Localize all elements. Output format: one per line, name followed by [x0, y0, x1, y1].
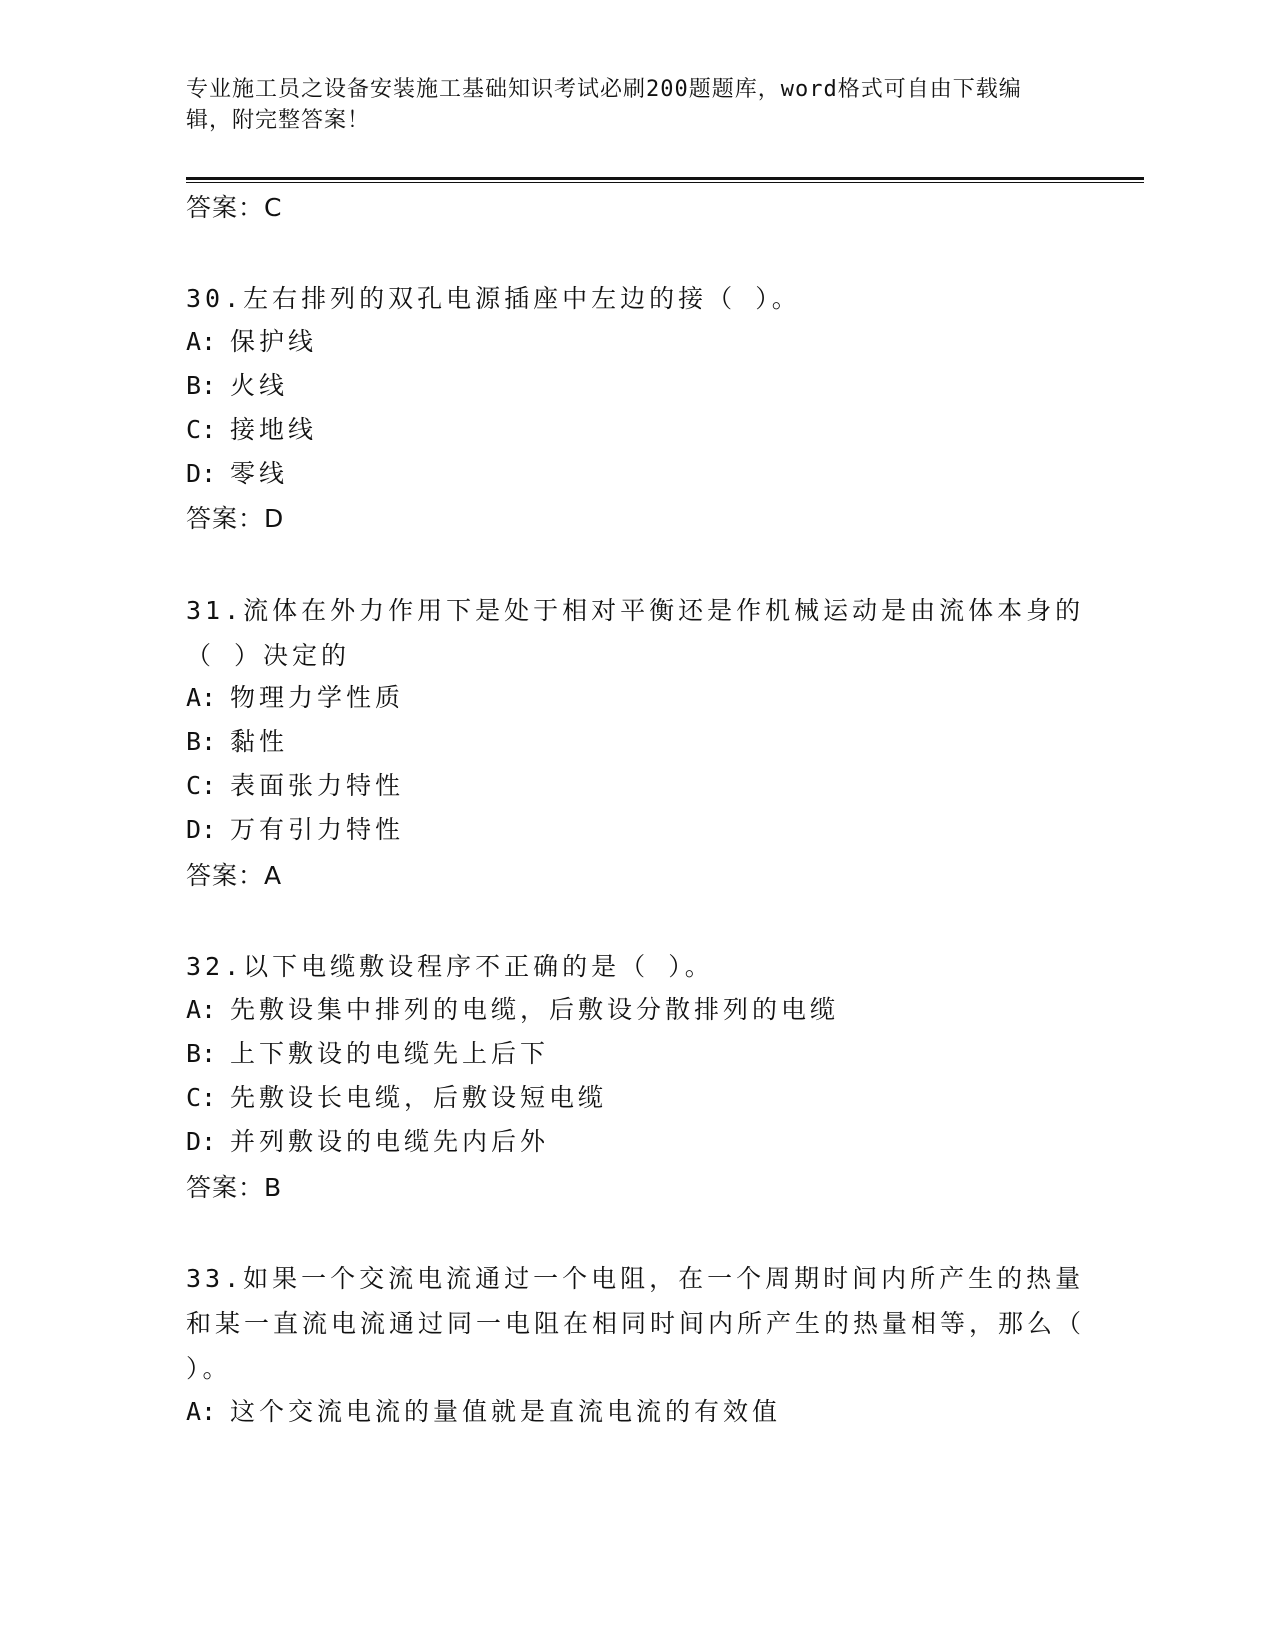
option-letter: A: — [186, 327, 217, 356]
header-divider-thick — [186, 177, 1144, 180]
answer-prefix: 答案： — [186, 504, 265, 533]
option-letter: B: — [186, 1039, 217, 1068]
option-b — [186, 1038, 549, 1070]
option-text: 火线 — [230, 371, 289, 400]
option-d — [186, 814, 404, 846]
option-text: 保护线 — [230, 327, 318, 356]
option-a — [186, 994, 839, 1026]
option-c — [186, 770, 404, 802]
option-text: 黏性 — [230, 727, 289, 756]
answer-value: C — [264, 193, 283, 222]
answer-prefix: 答案： — [186, 861, 265, 890]
option-b — [186, 370, 288, 402]
option-letter: D: — [186, 1127, 217, 1156]
option-text: 表面张力特性 — [230, 771, 405, 800]
option-a — [186, 326, 317, 358]
option-d — [186, 1126, 549, 1158]
option-letter: C: — [186, 415, 217, 444]
answer-prefix: 答案： — [186, 1173, 265, 1202]
option-text: 先敷设长电缆，后敷设短电缆 — [230, 1083, 608, 1112]
answer-prefix: 答案： — [186, 193, 265, 222]
answer-line — [186, 192, 282, 224]
option-text: 上下敷设的电缆先上后下 — [230, 1039, 550, 1068]
document-header: 专业施工员之设备安装施工基础知识考试必刷200题题库，word格式可自由下载编辑，附完整答案！ — [186, 77, 1022, 133]
option-letter: B: — [186, 371, 217, 400]
answer-line — [186, 503, 284, 535]
option-text: 先敷设集中排列的电缆，后敷设分散排列的电缆 — [230, 995, 840, 1024]
option-letter: D: — [186, 459, 217, 488]
option-letter: D: — [186, 815, 217, 844]
option-text: 这个交流电流的量值就是直流电流的有效值 — [230, 1397, 782, 1426]
option-letter: A: — [186, 1397, 217, 1426]
question-stem: 33.如果一个交流电流通过一个电阻，在一个周期时间内所产生的热量和某一直流电流通过同一电阻在相同时间内所产生的热量相等，那么（ ）。 — [186, 1264, 1086, 1383]
option-text: 并列敷设的电缆先内后外 — [230, 1127, 550, 1156]
answer-value: A — [264, 861, 283, 890]
option-a — [186, 682, 404, 714]
option-letter: C: — [186, 771, 217, 800]
option-text: 接地线 — [230, 415, 318, 444]
option-letter: A: — [186, 995, 217, 1024]
option-b — [186, 726, 288, 758]
answer-line — [186, 860, 282, 892]
option-letter: A: — [186, 683, 217, 712]
question-stem: 30.左右排列的双孔电源插座中左边的接（ ）。 — [186, 284, 801, 313]
option-c — [186, 414, 317, 446]
option-letter: C: — [186, 1083, 217, 1112]
answer-value: D — [264, 504, 285, 533]
answer-value: B — [264, 1173, 283, 1202]
question-stem: 31.流体在外力作用下是处于相对平衡还是作机械运动是由流体本身的（ ）决定的 — [186, 596, 1085, 670]
option-d — [186, 458, 288, 490]
option-c — [186, 1082, 607, 1114]
option-a — [186, 1396, 781, 1428]
header-divider-thin — [186, 182, 1144, 183]
option-text: 万有引力特性 — [230, 815, 405, 844]
option-text: 零线 — [230, 459, 289, 488]
option-letter: B: — [186, 727, 217, 756]
question-stem: 32.以下电缆敷设程序不正确的是（ ）。 — [186, 952, 714, 981]
answer-line — [186, 1172, 282, 1204]
option-text: 物理力学性质 — [230, 683, 405, 712]
